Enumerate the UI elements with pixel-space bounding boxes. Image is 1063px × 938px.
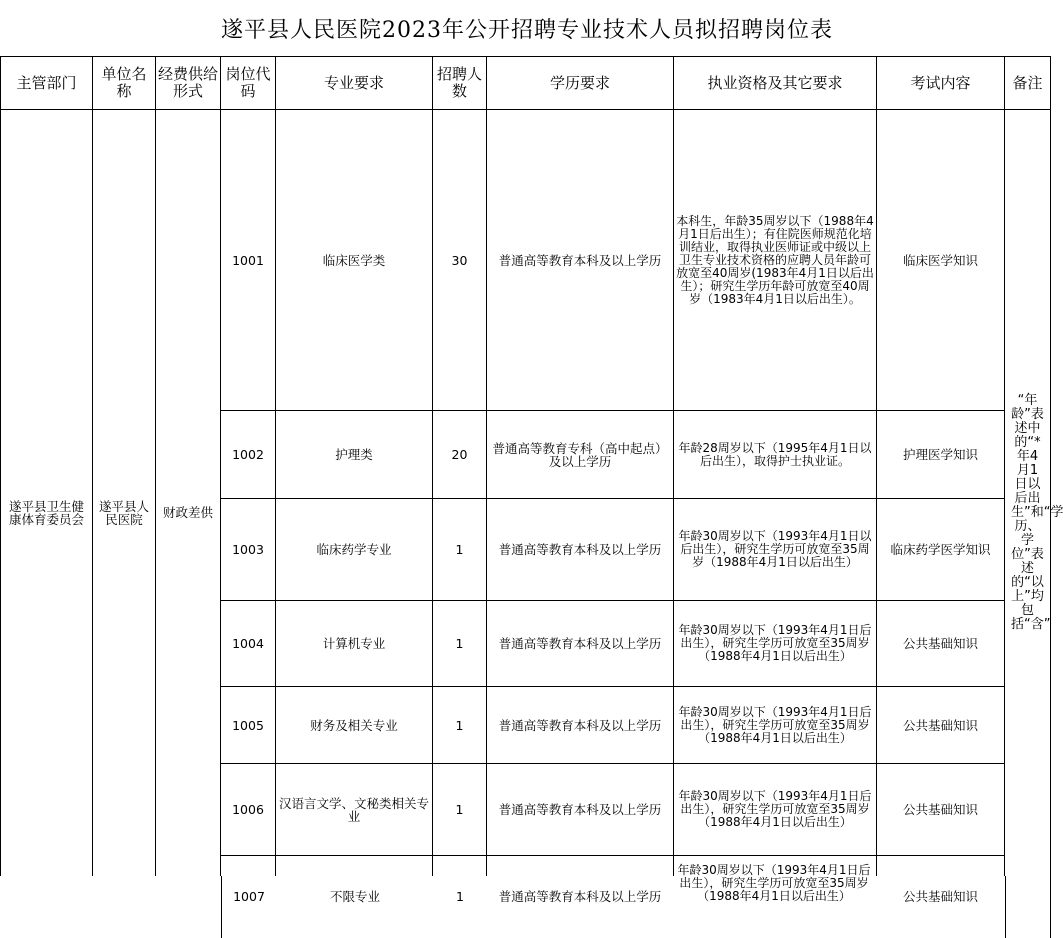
count-cell: 1 (433, 764, 487, 856)
header-unit: 单位名称 (93, 57, 156, 110)
funding-cell: 财政差供 (156, 110, 221, 916)
divider (1005, 876, 1006, 938)
count-cell: 1 (456, 889, 464, 904)
exam-cell: 公共基础知识 (877, 601, 1005, 687)
header-row (1, 57, 1051, 110)
code-cell: 1005 (221, 687, 276, 764)
code-cell: 1002 (221, 411, 276, 499)
header-count: 招聘人数 (433, 57, 487, 110)
qualification-cell: 本科生，年龄35周岁以下（1988年4月1日后出生）；有住院医师规范化培训结业，取得执业医师证或中级以上卫生专业技术资格的应聘人员年龄可放宽至40周岁(1983年4月1日以后出生）；研究生学历年龄可放宽至40周岁（1983年4月1日以后出生）。 (674, 110, 877, 411)
exam-cell: 公共基础知识 (877, 764, 1005, 856)
education-cell: 普通高等教育本科及以上学历 (487, 601, 674, 687)
count-cell: 30 (433, 110, 487, 411)
qualification-cell: 年龄30周岁以下（1993年4月1日后出生），研究生学历可放宽至35周岁（1988年4月1日以后出生） (677, 863, 871, 903)
qualification-cell: 年龄30周岁以下（1993年4月1日后出生），研究生学历可放宽至35周岁（1988年4月1日以后出生） (674, 687, 877, 764)
education-cell: 普通高等教育本科及以上学历 (487, 687, 674, 764)
positions-table (0, 56, 1063, 916)
exam-cell: 临床医学知识 (877, 110, 1005, 411)
table-row (1, 110, 1051, 411)
header-education: 学历要求 (487, 57, 674, 110)
header-funding: 经费供给形式 (156, 57, 221, 110)
major-cell: 汉语言文学、文秘类相关专业 (276, 764, 433, 856)
header-dept: 主管部门 (1, 57, 93, 110)
remark-cell: “年龄”表述中的“*年4月1日以后出生”和“学历、学位”表述的“以上”均包括“含” (1005, 110, 1051, 916)
cut-off-last-row (0, 863, 1054, 938)
code-cell: 1003 (221, 499, 276, 601)
header-exam: 考试内容 (877, 57, 1005, 110)
count-cell: 20 (433, 411, 487, 499)
code-cell: 1001 (221, 110, 276, 411)
divider (221, 876, 222, 938)
code-cell: 1007 (233, 889, 265, 904)
education-cell: 普通高等教育本科及以上学历 (487, 764, 674, 856)
dept-cell: 遂平县卫生健康体育委员会 (1, 110, 93, 916)
qualification-cell: 年龄28周岁以下（1995年4月1日以后出生），取得护士执业证。 (674, 411, 877, 499)
header-major: 专业要求 (276, 57, 433, 110)
page-title: 遂平县人民医院2023年公开招聘专业技术人员拟招聘岗位表 (221, 17, 833, 43)
qualification-cell: 年龄30周岁以下（1993年4月1日以后出生），研究生学历可放宽至35周岁（1988年4月1日以后出生） (674, 499, 877, 601)
education-cell: 普通高等教育专科（高中起点）及以上学历 (487, 411, 674, 499)
education-cell: 普通高等教育本科及以上学历 (487, 499, 674, 601)
header-qualification: 执业资格及其它要求 (674, 57, 877, 110)
education-cell: 普通高等教育本科及以上学历 (487, 110, 674, 411)
code-cell: 1006 (221, 764, 276, 856)
count-cell: 1 (433, 687, 487, 764)
header-code: 岗位代码 (221, 57, 276, 110)
count-cell: 1 (433, 601, 487, 687)
divider (1050, 876, 1051, 938)
count-cell: 1 (433, 499, 487, 601)
exam-cell: 护理医学知识 (877, 411, 1005, 499)
major-cell: 护理类 (276, 411, 433, 499)
code-cell: 1004 (221, 601, 276, 687)
education-cell: 普通高等教育本科及以上学历 (498, 889, 662, 904)
major-cell: 财务及相关专业 (276, 687, 433, 764)
exam-cell: 临床药学医学知识 (877, 499, 1005, 601)
exam-cell: 公共基础知识 (877, 687, 1005, 764)
qualification-cell: 年龄30周岁以下（1993年4月1日后出生），研究生学历可放宽至35周岁（1988年4月1日以后出生） (674, 601, 877, 687)
unit-cell: 遂平县人民医院 (93, 110, 156, 916)
major-cell: 不限专业 (329, 889, 380, 904)
major-cell: 计算机专业 (276, 601, 433, 687)
major-cell: 临床医学类 (276, 110, 433, 411)
qualification-cell: 年龄30周岁以下（1993年4月1日后出生），研究生学历可放宽至35周岁（1988年4月1日以后出生） (674, 764, 877, 856)
major-cell: 临床药学专业 (276, 499, 433, 601)
header-remark: 备注 (1005, 57, 1051, 110)
exam-cell: 公共基础知识 (902, 889, 978, 904)
